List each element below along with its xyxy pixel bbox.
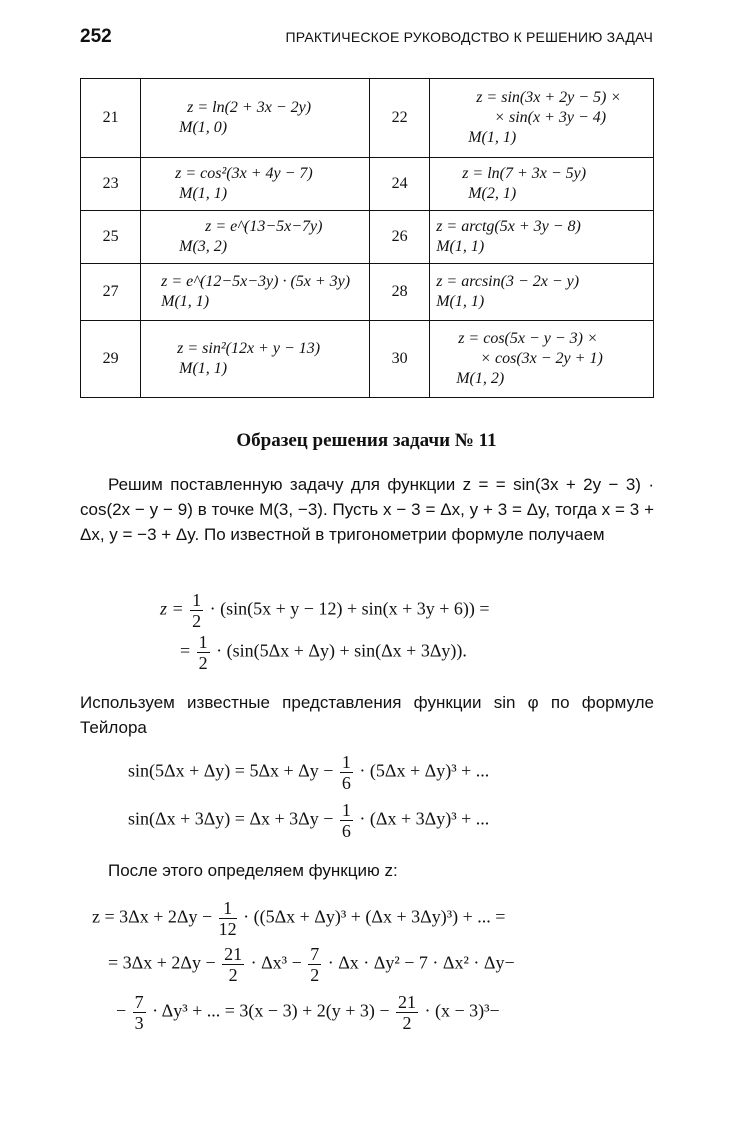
formula-taylor-line1 bbox=[128, 752, 489, 793]
fraction-denominator: 6 bbox=[341, 821, 351, 841]
formula-taylor-line2 bbox=[128, 800, 489, 841]
task-function: z = cos²(3x + 4y − 7) bbox=[175, 165, 313, 182]
task-cell bbox=[430, 321, 654, 398]
table-row bbox=[81, 321, 654, 398]
fraction bbox=[340, 800, 353, 841]
task-point: M(1, 1) bbox=[468, 129, 517, 146]
fraction-numerator: 1 bbox=[341, 752, 351, 772]
formula-text: · (x − 3)³− bbox=[424, 1000, 500, 1021]
task-table bbox=[80, 78, 654, 398]
fraction-denominator: 2 bbox=[310, 965, 320, 985]
formula-text: · (sin(5Δx + Δy) + sin(Δx + 3Δy)). bbox=[216, 640, 467, 661]
task-point: M(1, 1) bbox=[179, 360, 228, 377]
paragraph-taylor-intro: Используем известные представления функции sin φ по формуле Тейлора bbox=[80, 693, 654, 737]
formula-text: = bbox=[180, 640, 191, 661]
formula-z-line3 bbox=[116, 992, 500, 1033]
task-point: M(1, 1) bbox=[436, 293, 485, 310]
formula-text: sin(5Δx + Δy) = 5Δx + Δy − bbox=[128, 760, 334, 781]
table-row bbox=[81, 79, 654, 158]
task-cell bbox=[430, 211, 654, 264]
fraction-denominator: 2 bbox=[198, 653, 208, 673]
task-number: 25 bbox=[81, 211, 141, 264]
formula-text: = 3Δx + 2Δy − bbox=[108, 952, 216, 973]
task-function-cont: × sin(x + 3y − 4) bbox=[494, 109, 607, 126]
task-function: z = arcsin(3 − 2x − y) bbox=[436, 273, 580, 290]
formula-text: · (5Δx + Δy)³ + ... bbox=[359, 760, 490, 781]
task-cell bbox=[141, 321, 370, 398]
formula-text: · (sin(5x + y − 12) + sin(x + 3y + 6)) = bbox=[209, 598, 490, 619]
fraction-denominator: 2 bbox=[402, 1013, 412, 1033]
task-function-cont: × cos(3x − 2y + 1) bbox=[480, 350, 603, 367]
fraction-denominator: 3 bbox=[134, 1013, 144, 1033]
formula-text: z = bbox=[160, 598, 184, 619]
task-function: z = e^(12−5x−3y) · (5x + 3y) bbox=[161, 273, 351, 290]
task-cell bbox=[430, 79, 654, 158]
fraction bbox=[308, 944, 321, 985]
section-title: Образец решения задачи № 11 bbox=[236, 430, 497, 451]
fraction bbox=[222, 944, 244, 985]
task-function: z = sin(3x + 2y − 5) × bbox=[476, 89, 622, 106]
task-number: 24 bbox=[370, 158, 430, 211]
fraction-denominator: 6 bbox=[341, 773, 351, 793]
task-point: M(1, 1) bbox=[436, 238, 485, 255]
formula-text: sin(Δx + 3Δy) = Δx + 3Δy − bbox=[128, 808, 334, 829]
task-function: z = ln(2 + 3x − 2y) bbox=[187, 99, 312, 116]
task-point: M(2, 1) bbox=[468, 185, 517, 202]
page-header bbox=[80, 26, 653, 52]
fraction-numerator: 7 bbox=[310, 944, 320, 964]
fraction-numerator: 21 bbox=[224, 944, 243, 964]
task-point: M(1, 2) bbox=[456, 370, 505, 387]
formula-text: − bbox=[116, 1000, 127, 1021]
task-function: z = sin²(12x + y − 13) bbox=[177, 340, 321, 357]
fraction-numerator: 7 bbox=[134, 992, 144, 1012]
fraction bbox=[190, 590, 203, 631]
task-function: z = cos(5x − y − 3) × bbox=[458, 330, 598, 347]
formula-z-line1 bbox=[92, 898, 505, 939]
task-number: 28 bbox=[370, 264, 430, 321]
fraction bbox=[197, 632, 210, 673]
fraction bbox=[219, 898, 237, 939]
formula-product-to-sum-line1 bbox=[160, 590, 490, 631]
formula-text: · ((5Δx + Δy)³ + (Δx + 3Δy)³) + ... = bbox=[243, 906, 506, 927]
fraction-denominator: 2 bbox=[228, 965, 238, 985]
paragraph-intro: Решим поставленную задачу для функции z = = sin(3x + 2y − 3) · cos(2x − y − 9) в точке M(3, −3). Пусть x − 3 = Δx, y + 3 = Δy, тогда x = 3 + Δx, y = −3 + Δy. По известной в тригонометрии формуле получаем bbox=[80, 475, 654, 544]
table-row bbox=[81, 158, 654, 211]
fraction-numerator: 1 bbox=[219, 898, 237, 919]
task-function: z = arctg(5x + 3y − 8) bbox=[436, 218, 581, 235]
formula-text: · (Δx + 3Δy)³ + ... bbox=[359, 808, 490, 829]
task-cell bbox=[141, 158, 370, 211]
fraction bbox=[396, 992, 418, 1033]
running-title: ПРАКТИЧЕСКОЕ РУКОВОДСТВО К РЕШЕНИЮ ЗАДАЧ bbox=[285, 29, 653, 45]
fraction-denominator: 12 bbox=[218, 919, 237, 939]
task-cell bbox=[141, 264, 370, 321]
fraction-numerator: 1 bbox=[192, 590, 202, 610]
task-number: 27 bbox=[81, 264, 141, 321]
formula-text: · Δx³ − bbox=[250, 952, 302, 973]
fraction-numerator: 21 bbox=[398, 992, 417, 1012]
task-cell bbox=[141, 211, 370, 264]
formula-z-line2 bbox=[108, 944, 515, 985]
task-cell bbox=[141, 79, 370, 158]
task-cell bbox=[430, 158, 654, 211]
task-number: 23 bbox=[81, 158, 141, 211]
table-row bbox=[81, 264, 654, 321]
table-row bbox=[81, 211, 654, 264]
fraction bbox=[133, 992, 146, 1033]
fraction-numerator: 1 bbox=[341, 800, 351, 820]
formula-text: · Δx · Δy² − 7 · Δx² · Δy− bbox=[327, 952, 515, 973]
fraction bbox=[340, 752, 353, 793]
task-point: M(1, 1) bbox=[179, 185, 228, 202]
fraction-denominator: 2 bbox=[192, 611, 202, 631]
page-number: 252 bbox=[80, 26, 112, 47]
task-point: M(1, 1) bbox=[161, 293, 210, 310]
paragraph-define-z: После этого определяем функцию z: bbox=[108, 861, 398, 880]
formula-text: · Δy³ + ... = 3(x − 3) + 2(y + 3) − bbox=[152, 1000, 390, 1021]
task-number: 21 bbox=[81, 79, 141, 158]
task-point: M(3, 2) bbox=[179, 238, 228, 255]
formula-product-to-sum-line2 bbox=[180, 632, 467, 673]
task-number: 22 bbox=[370, 79, 430, 158]
task-number: 29 bbox=[81, 321, 141, 398]
task-cell bbox=[430, 264, 654, 321]
task-number: 26 bbox=[370, 211, 430, 264]
task-point: M(1, 0) bbox=[179, 119, 228, 136]
formula-text: z = 3Δx + 2Δy − bbox=[92, 906, 213, 927]
task-number: 30 bbox=[370, 321, 430, 398]
task-function: z = ln(7 + 3x − 5y) bbox=[462, 165, 587, 182]
task-function: z = e^(13−5x−7y) bbox=[205, 218, 323, 235]
fraction-numerator: 1 bbox=[198, 632, 208, 652]
